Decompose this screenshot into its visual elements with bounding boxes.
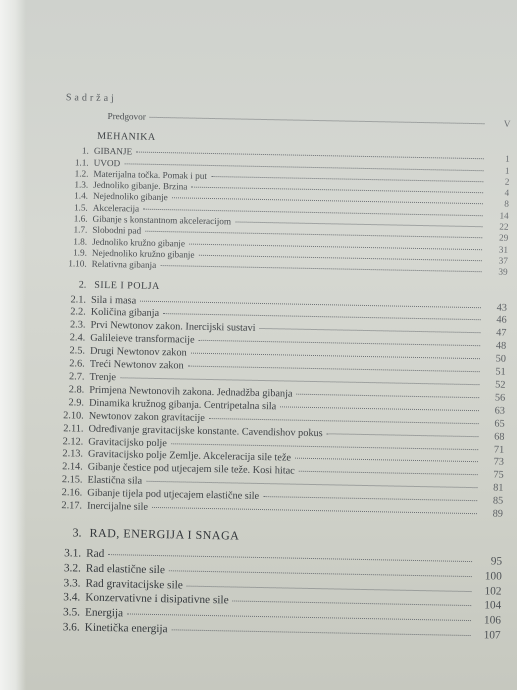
- toc-page: 102: [484, 584, 502, 598]
- toc-label: Gravitacijsko polje Zemlje. Akceleracija sile teže: [87, 449, 292, 465]
- toc-num: 2.5.: [69, 345, 86, 357]
- chapter-heading: [47, 525, 502, 549]
- toc-num: 3.5.: [62, 606, 81, 619]
- dot-leader: [233, 601, 472, 607]
- dot-leader: [327, 433, 479, 437]
- toc-label: Energija: [84, 606, 124, 620]
- toc-num: 2.2.: [70, 306, 86, 319]
- dot-leader: [299, 471, 478, 475]
- toc-label: Drugi Newtonov zakon: [89, 345, 187, 359]
- toc-num: 2.15.: [61, 474, 83, 486]
- toc-label: UVOD: [93, 157, 121, 168]
- toc-num: 1.1.: [74, 156, 89, 168]
- toc-page: 47: [496, 327, 507, 340]
- toc-label: Kinetička energija: [84, 621, 168, 636]
- dot-leader: [189, 243, 482, 250]
- toc-label: Nejednoliko kružno gibanje: [91, 247, 195, 260]
- toc-num: 3.2.: [63, 562, 81, 575]
- toc-page: 1: [504, 165, 510, 176]
- toc-num: 2.7.: [68, 371, 85, 383]
- toc-label: Gravitacijsko polje: [88, 436, 168, 449]
- toc-num: 1.6.: [73, 213, 88, 224]
- toc-page: 46: [496, 314, 507, 327]
- toc-page: 48: [495, 340, 507, 352]
- toc-num: 1.: [81, 145, 89, 156]
- dot-leader: [199, 340, 481, 346]
- toc-page: 31: [498, 244, 509, 255]
- toc-page: 4: [504, 187, 510, 198]
- toc-num: 2.10.: [63, 409, 84, 422]
- toc-page: 37: [498, 255, 508, 266]
- dot-leader: [127, 614, 471, 622]
- toc-page: 106: [483, 614, 502, 627]
- toc-page: 50: [495, 353, 507, 365]
- chapter-num: [55, 138, 89, 139]
- toc-label: Sila i masa: [90, 294, 137, 307]
- dot-leader: [280, 406, 479, 411]
- toc-page: 65: [494, 418, 505, 430]
- dot-leader: [169, 570, 472, 577]
- toc-page: 68: [494, 431, 505, 443]
- toc-num: 1.7.: [73, 224, 88, 236]
- toc-page: 14: [499, 210, 509, 221]
- toc-page: 85: [492, 495, 504, 507]
- dot-leader: [259, 328, 480, 333]
- toc-page: 63: [494, 405, 506, 417]
- toc-chapters: [46, 130, 511, 643]
- dot-leader: [146, 481, 477, 488]
- toc-num: 3.3.: [63, 576, 81, 590]
- toc-num: 2.1.: [70, 293, 87, 306]
- chapter-num: 2.: [78, 279, 87, 291]
- toc-label: Treći Newtonov zakon: [89, 358, 184, 372]
- dot-leader: [171, 443, 478, 450]
- toc-num: 1.4.: [74, 190, 89, 202]
- page-edge: [0, 0, 26, 690]
- toc-num: 2.17.: [61, 500, 83, 512]
- toc-label: Konzervativne i disipativne sile: [85, 592, 229, 607]
- toc-num: 2.14.: [62, 461, 83, 473]
- toc-page: 39: [498, 266, 508, 277]
- toc-label: Prvi Newtonov zakon. Inercijski sustavi: [90, 320, 256, 335]
- toc-page: 107: [483, 629, 501, 642]
- toc-label: Newtonov zakon gravitacije: [88, 410, 205, 424]
- toc-num: 2.4.: [69, 332, 86, 344]
- toc-section-2: [48, 279, 507, 522]
- dot-leader: [191, 353, 480, 360]
- toc-num: 1.2.: [74, 168, 89, 179]
- toc-num: 3.4.: [63, 591, 81, 604]
- toc-label: Rad elastične sile: [85, 562, 166, 576]
- toc-label: Rad gravitacijske sile: [85, 577, 183, 592]
- toc-label: Gibanje čestice pod utjecajem sile teže. Kosi hitac: [87, 462, 295, 477]
- toc-label: Nejednoliko gibanje: [92, 191, 168, 203]
- toc-num: 2.9.: [68, 397, 85, 409]
- toc-label: Inercijalne sile: [86, 500, 149, 513]
- toc-num: 2.11.: [63, 422, 84, 435]
- toc-label: Jednoliko kružno gibanje: [92, 236, 186, 249]
- chapter-title: RAD, ENERGIJA I SNAGA: [89, 525, 240, 543]
- dot-leader: [297, 394, 480, 399]
- dot-leader: [235, 222, 482, 228]
- toc-num: [56, 118, 90, 119]
- toc-num: 2.16.: [61, 487, 83, 499]
- toc-label: Akceleracija: [92, 202, 140, 214]
- toc-page: 29: [498, 232, 509, 244]
- dot-leader: [211, 176, 483, 182]
- dot-leader: [172, 629, 471, 636]
- dot-leader: [163, 314, 481, 321]
- toc-num: 2.3.: [69, 319, 86, 331]
- toc-num: 2.8.: [68, 384, 85, 396]
- dot-leader: [263, 496, 477, 501]
- toc-page: 95: [490, 555, 503, 568]
- toc-page: 100: [484, 570, 502, 583]
- toc-num: 1.5.: [73, 202, 88, 213]
- toc-page: 89: [492, 508, 504, 520]
- dot-leader: [160, 265, 481, 272]
- toc-label: GIBANJE: [93, 146, 133, 157]
- toc-row-preface: [55, 110, 510, 130]
- toc-section-3: [46, 525, 503, 643]
- toc-label: Gibanje s konstantnom akceleracijom: [92, 213, 232, 227]
- toc-num: 1.10.: [68, 258, 87, 269]
- toc-page: 2: [504, 176, 510, 187]
- toc-label: Primjena Newtonovih zakona. Jednadžba gibanja: [89, 384, 293, 400]
- toc-title: Sadržaj: [65, 92, 117, 105]
- toc-label: Galileieve transformacije: [90, 332, 195, 346]
- chapter-title: SILE I POLJA: [94, 279, 160, 292]
- dot-leader: [120, 377, 479, 385]
- dot-leader: [108, 554, 472, 562]
- dot-leader: [209, 418, 479, 424]
- toc-label: Gibanje tijela pod utjecajem elastične sile: [87, 487, 260, 503]
- toc-label: Relativna gibanja: [91, 258, 157, 271]
- toc-num: 3.6.: [62, 621, 80, 634]
- toc-page: 56: [494, 392, 506, 404]
- toc-section-1: [53, 130, 511, 278]
- toc-label: Određivanje gravitacijske konstante. Cavendishov pokus: [88, 423, 323, 439]
- toc-num: 1.8.: [73, 236, 88, 247]
- toc-label: Dinamika kružnog gibanja. Centripetalna sila: [88, 397, 277, 413]
- chapter-num: 3.: [72, 525, 82, 540]
- toc-page: 8: [504, 199, 510, 210]
- toc-num: 2.13.: [62, 448, 84, 461]
- toc-label: Slobodni pad: [92, 225, 142, 237]
- toc-label: Elastična sila: [87, 474, 143, 487]
- dot-leader: [140, 300, 481, 308]
- toc-page: 104: [484, 599, 502, 612]
- toc-page: 75: [493, 469, 504, 482]
- dot-leader: [150, 117, 485, 124]
- toc-page: 22: [499, 221, 509, 232]
- dot-leader: [172, 198, 483, 205]
- toc-label: Materijalna točka. Pomak i put: [93, 168, 208, 181]
- toc-page: 71: [493, 444, 505, 456]
- toc-label: Predgovor: [107, 110, 146, 122]
- dot-leader: [152, 507, 477, 514]
- toc-page: V: [503, 118, 511, 129]
- chapter-title: MEHANIKA: [97, 131, 156, 144]
- toc-num: 1.3.: [74, 179, 89, 190]
- toc-label: Rad: [86, 547, 105, 560]
- toc-num: 2.6.: [69, 358, 85, 370]
- dot-leader: [188, 366, 480, 373]
- toc-page: 1: [505, 153, 510, 165]
- toc-page: 43: [496, 302, 508, 314]
- dot-leader: [187, 585, 472, 591]
- toc-label: Trenje: [89, 371, 117, 384]
- toc-label: Količina gibanja: [90, 307, 160, 320]
- toc-page: 73: [493, 456, 505, 469]
- toc-num: 1.9.: [73, 247, 88, 258]
- table-of-contents: [46, 92, 511, 643]
- toc-label: Jednoliko gibanje. Brzina: [93, 179, 188, 192]
- toc-page: 51: [495, 366, 506, 378]
- toc-num: 2.12.: [62, 435, 84, 448]
- dot-leader: [198, 255, 481, 261]
- toc-page: 52: [495, 379, 506, 391]
- dot-leader: [295, 458, 478, 463]
- toc-num: 3.1.: [64, 547, 82, 560]
- toc-page: 81: [493, 482, 504, 494]
- dot-leader: [191, 187, 483, 194]
